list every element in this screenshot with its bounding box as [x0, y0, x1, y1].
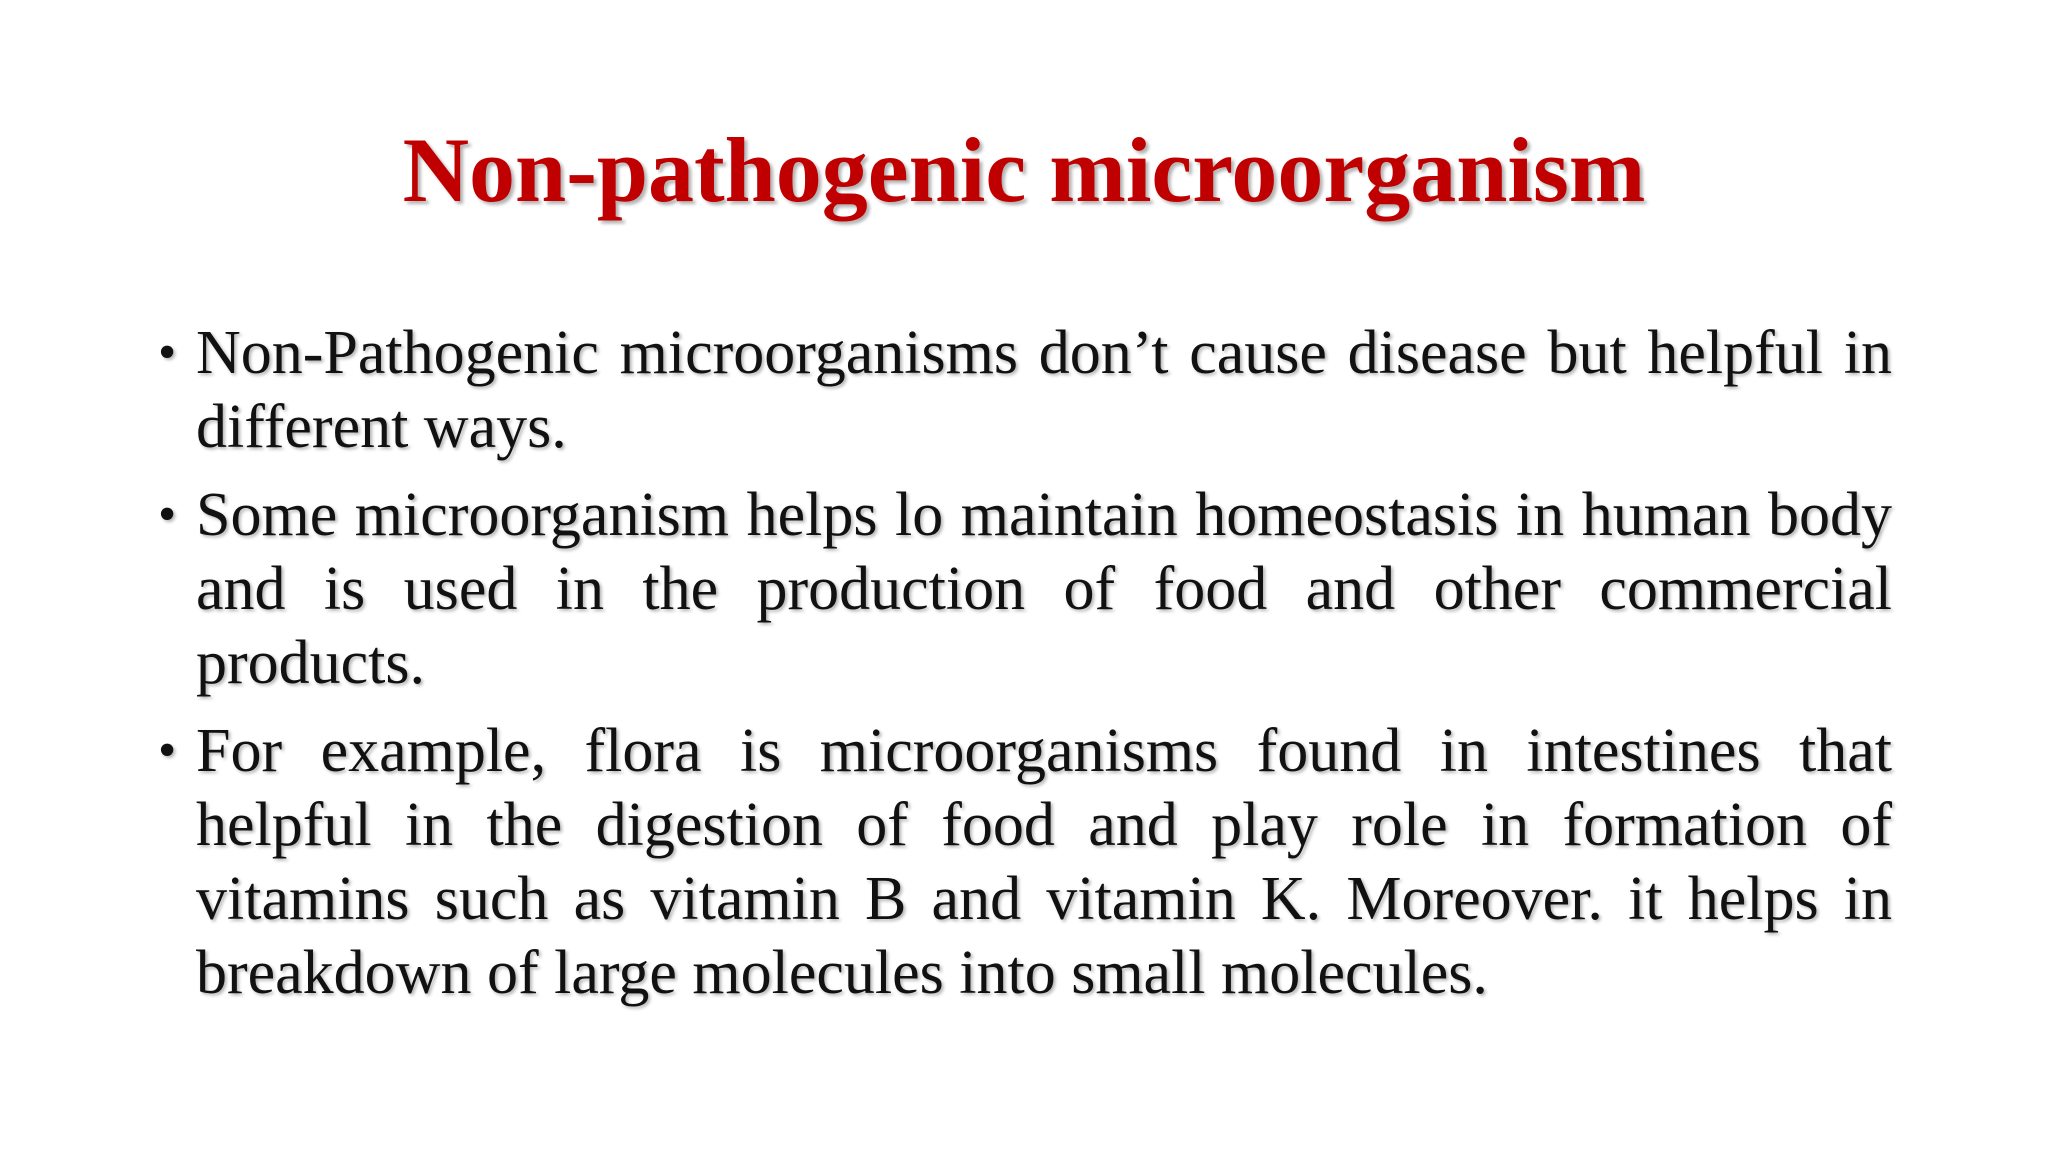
slide-title: Non-pathogenic microorganism [402, 119, 1646, 221]
bullet-dot-icon: • [158, 486, 177, 543]
bullet-text: Non-Pathogenic microorganisms don’t cause disease but helpful in different ways. [196, 319, 1892, 461]
bullet-item [158, 478, 1892, 700]
bullet-text: For example, flora is microorganisms found in intestines that helpful in the digestion of food and play role in formation of vitamins such as vitamin B and vitamin K. Moreover. it helps in breakdown of large molecules into small molecules. [196, 717, 1892, 1007]
bullet-item [158, 316, 1892, 464]
bullet-item [158, 714, 1892, 1010]
bullet-dot-icon: • [158, 722, 177, 779]
bullet-text: Some microorganism helps lo maintain homeostasis in human body and is used in the production of food and other commercial products. [196, 481, 1892, 697]
bullet-dot-icon: • [158, 324, 177, 381]
bullet-list [158, 316, 1892, 1024]
